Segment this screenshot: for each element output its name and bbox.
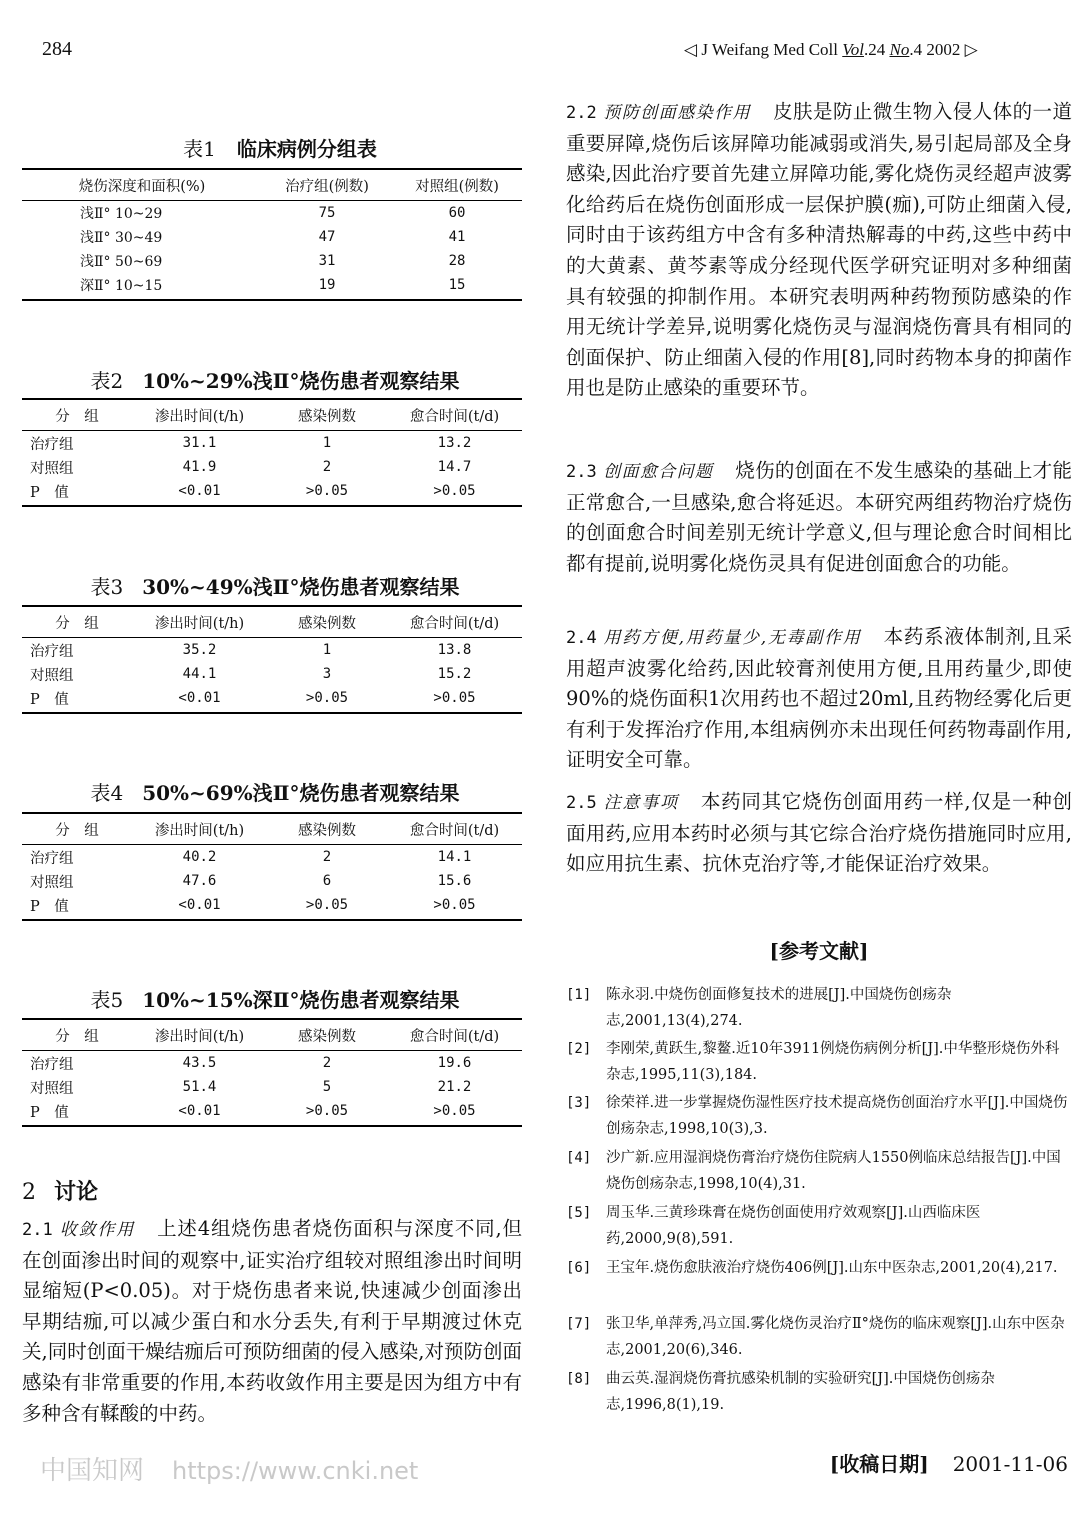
table1-title: 临床病例分组表 <box>236 137 377 161</box>
table4-header-row <box>22 813 522 845</box>
paragraph-2-5 <box>566 787 1072 880</box>
table-cell: 治疗组 <box>30 1056 74 1073</box>
table-row <box>22 273 522 300</box>
paragraph-text: 上述4组烧伤患者烧伤面积与深度不同,但在创面渗出时间的观察中,证实治疗组较对照组渗出时间明显缩短(P<0.05)。对于烧伤患者来说,快速减少创面渗出早期结痂,可以减少蛋白和水分丢失,有利于早期渡过休克关,同时创面干燥结痂后可预防细菌的侵入感染,对预防创面感染有非常重要的作用,本药收敛作用主要是因为组方中有多种含有鞣酸的中药。 <box>22 1217 522 1425</box>
table-cell: 对照组 <box>30 460 74 477</box>
table1-header-row <box>22 169 522 201</box>
table1-header: 烧伤深度和面积(%) <box>22 169 262 201</box>
table-cell: >0.05 <box>387 686 522 713</box>
table-cell: 浅Ⅱ° 10~29 <box>80 206 163 222</box>
reference-item <box>566 982 1072 1034</box>
reference-item <box>566 1311 1072 1363</box>
table1 <box>22 168 522 301</box>
subsection-heading: 预防创面感染作用 <box>603 103 752 123</box>
table3 <box>22 605 522 714</box>
received-date: 2001-11-06 <box>952 1452 1068 1476</box>
table-row <box>22 479 522 506</box>
table-cell: 47 <box>318 229 336 245</box>
table-cell: 21.2 <box>437 1079 472 1095</box>
table-cell: 40.2 <box>182 849 217 865</box>
table-cell: 2 <box>322 1055 332 1071</box>
issue-label: No <box>889 40 910 59</box>
reference-item <box>566 1145 1072 1197</box>
table-row <box>22 662 522 686</box>
section-title: 讨论 <box>54 1179 99 1205</box>
table-cell: 60 <box>448 205 466 221</box>
table-cell: 44.1 <box>182 666 217 682</box>
table-header: 分 组 <box>22 813 132 845</box>
year: 2002 ▷ <box>926 40 978 59</box>
reference-text: 徐荣祥.进一步掌握烧伤湿性医疗技术提高烧伤创面治疗水平[J].中国烧伤创疡杂志,1998,10(3),3. <box>606 1095 1068 1137</box>
reference-text: 张卫华,单萍秀,冯立国.雾化烧伤灵治疗Ⅱ°烧伤的临床观察[J].山东中医杂志,2001,20(6),346. <box>606 1316 1065 1358</box>
reference-item <box>566 1255 1072 1281</box>
table-cell: 15.6 <box>437 873 472 889</box>
table-row <box>22 225 522 249</box>
table2-number: 表2 <box>90 369 124 393</box>
table-cell: 19.6 <box>437 1055 472 1071</box>
subsection-number: 2.2 <box>566 103 597 123</box>
table-cell: <0.01 <box>132 893 267 920</box>
table5-title: 10%~15%深Ⅱ°烧伤患者观察结果 <box>142 988 460 1012</box>
received-date-line <box>830 1448 1068 1477</box>
running-header <box>684 40 978 60</box>
table-cell: 3 <box>322 666 332 682</box>
table2-caption <box>30 365 520 394</box>
table4-caption <box>30 777 520 806</box>
volume: .24 <box>863 40 886 59</box>
table-cell: 浅Ⅱ° 50~69 <box>80 254 163 270</box>
table-header: 愈合时间(t/d) <box>387 1019 522 1051</box>
table1-header: 治疗组(例数) <box>262 169 392 201</box>
paragraph-text: 皮肤是防止微生物入侵人体的一道重要屏障,烧伤后该屏障功能减弱或消失,易引起局部及全身感染,因此治疗要首先建立屏障功能,雾化烧伤灵经超声波雾化给药后在烧伤创面形成一层保护膜(痂),可防止细菌入侵,同时由于该药组方中含有多种清热解毒的中药,这些中药中的大黄素、黄芩素等成分经现代医学研究证明对多种细菌具有较强的抑制作用。本研究表明两种药物预防感染的作用无统计学差异,说明雾化烧伤灵与湿润烧伤膏具有相同的创面保护、防止细菌入侵的作用[8],同时药物本身的抑菌作用也是防止感染的重要环节。 <box>566 100 1073 400</box>
received-label: [收稿日期] <box>829 1452 929 1476</box>
page-number: 284 <box>42 38 72 60</box>
paragraph-2-1 <box>22 1214 522 1484</box>
table5-caption <box>30 984 520 1013</box>
table2-header-row <box>22 399 522 431</box>
reference-number: [2] <box>566 1041 592 1057</box>
table-cell: 5 <box>322 1079 332 1095</box>
table-header: 渗出时间(t/h) <box>132 1019 267 1051</box>
table2 <box>22 398 522 507</box>
table-cell: 31.1 <box>182 435 217 451</box>
table-cell: >0.05 <box>267 686 387 713</box>
paragraph-2-2 <box>566 97 1072 404</box>
table-cell: P 值 <box>22 686 132 713</box>
table-cell: 治疗组 <box>30 436 74 453</box>
table-header: 分 组 <box>22 606 132 638</box>
reference-number: [5] <box>566 1205 592 1221</box>
section-number: 2 <box>22 1180 36 1205</box>
reference-text: 周玉华.三黄珍珠膏在烧伤创面使用疗效观察[J].山西临床医药,2000,9(8),591. <box>606 1205 981 1247</box>
reference-text: 沙广新.应用湿润烧伤膏治疗烧伤住院病人1550例临床总结报告[J].中国烧伤创疡杂志,1998,10(4),31. <box>606 1150 1061 1192</box>
table3-number: 表3 <box>90 575 124 599</box>
table-header: 分 组 <box>22 1019 132 1051</box>
table-cell: >0.05 <box>387 479 522 506</box>
subsection-heading: 创面愈合问题 <box>603 462 714 482</box>
paragraph-2-3 <box>566 456 1072 579</box>
watermark-brand: 中国知网 <box>40 1456 145 1486</box>
table5-number: 表5 <box>90 988 124 1012</box>
watermark <box>40 1450 418 1487</box>
table-cell: P 值 <box>22 1099 132 1126</box>
table4 <box>22 812 522 921</box>
table-row <box>22 455 522 479</box>
table4-title: 50%~69%浅Ⅱ°烧伤患者观察结果 <box>142 781 460 805</box>
table-cell: 6 <box>322 873 332 889</box>
table-header: 愈合时间(t/d) <box>387 606 522 638</box>
table-header: 渗出时间(t/h) <box>132 399 267 431</box>
subsection-heading: 收敛作用 <box>59 1220 136 1240</box>
table-row <box>22 1099 522 1126</box>
table-cell: 35.2 <box>182 642 217 658</box>
table-row <box>22 431 522 456</box>
table-cell: 19 <box>262 273 392 300</box>
reference-number: [7] <box>566 1316 592 1332</box>
table-cell: 41.9 <box>182 459 217 475</box>
table5-header-row <box>22 1019 522 1051</box>
table-header: 渗出时间(t/h) <box>132 606 267 638</box>
table-cell: 28 <box>448 253 466 269</box>
volume-label: Vol <box>842 40 864 59</box>
subsection-heading: 用药方便,用药量少,无毒副作用 <box>603 628 862 648</box>
table-cell: 15 <box>392 273 522 300</box>
table-cell: 41 <box>448 229 466 245</box>
table-header: 分 组 <box>22 399 132 431</box>
subsection-number: 2.1 <box>22 1220 53 1240</box>
paragraph-2-4 <box>566 622 1072 776</box>
reference-number: [3] <box>566 1095 592 1111</box>
table-cell: 治疗组 <box>30 643 74 660</box>
table1-caption <box>40 133 520 162</box>
table-header: 感染例数 <box>267 399 387 431</box>
subsection-number: 2.3 <box>566 462 597 482</box>
reference-item <box>566 1090 1072 1142</box>
table-cell: <0.01 <box>132 479 267 506</box>
reference-text: 陈永羽.中烧伤创面修复技术的进展[J].中国烧伤创疡杂志,2001,13(4),274. <box>606 987 952 1029</box>
table-row <box>22 893 522 920</box>
table-cell: 47.6 <box>182 873 217 889</box>
subsection-number: 2.4 <box>566 628 597 648</box>
table1-header: 对照组(例数) <box>392 169 522 201</box>
references-title: [参考文献] <box>769 939 869 963</box>
reference-item <box>566 1366 1072 1418</box>
table3-title: 30%~49%浅Ⅱ°烧伤患者观察结果 <box>142 575 460 599</box>
table-cell: 15.2 <box>437 666 472 682</box>
table-row <box>22 201 522 226</box>
table-cell: >0.05 <box>387 1099 522 1126</box>
table-cell: >0.05 <box>267 479 387 506</box>
table4-number: 表4 <box>90 781 124 805</box>
table-cell: >0.05 <box>387 893 522 920</box>
table-cell: 75 <box>318 205 336 221</box>
paragraph-text: 本药系液体制剂,且采用超声波雾化给药,因此较膏剂使用方便,且用药量少,即使90%的烧伤面积1次用药也不超过20ml,且药物经雾化后更有利于发挥治疗作用,本组病例亦未出现任何药物毒副作用,证明安全可靠。 <box>566 625 1073 772</box>
table-cell: 2 <box>322 459 332 475</box>
table-cell: 43.5 <box>182 1055 217 1071</box>
table-row <box>22 1051 522 1076</box>
table3-header-row <box>22 606 522 638</box>
paragraph-text: 烧伤的创面在不发生感染的基础上才能正常愈合,一旦感染,愈合将延迟。本研究两组药物治疗烧伤的创面愈合时间差别无统计学意义,但与理论愈合时间相比都有提前,说明雾化烧伤灵具有促进创面愈合的功能。 <box>566 459 1072 575</box>
paragraph-text: 本药同其它烧伤创面用药一样,仅是一种创面用药,应用本药时必须与其它综合治疗烧伤措施同时应用,如应用抗生素、抗休克治疗等,才能保证治疗效果。 <box>566 790 1073 876</box>
table-cell: 浅Ⅱ° 30~49 <box>80 230 163 246</box>
table-cell: 对照组 <box>30 667 74 684</box>
watermark-url: https://www.cnki.net <box>172 1457 419 1485</box>
table-cell: 31 <box>318 253 336 269</box>
table-cell: <0.01 <box>132 686 267 713</box>
table-cell: 2 <box>322 849 332 865</box>
table-header: 感染例数 <box>267 1019 387 1051</box>
table-header: 渗出时间(t/h) <box>132 813 267 845</box>
table-header: 愈合时间(t/d) <box>387 399 522 431</box>
table-cell: P 值 <box>22 479 132 506</box>
subsection-heading: 注意事项 <box>603 793 679 813</box>
table-row <box>22 638 522 663</box>
table-header: 感染例数 <box>267 606 387 638</box>
reference-item <box>566 1036 1072 1088</box>
table-row <box>22 869 522 893</box>
issue: .4 <box>909 40 923 59</box>
table-row <box>22 1075 522 1099</box>
table-cell: >0.05 <box>267 1099 387 1126</box>
table-header: 感染例数 <box>267 813 387 845</box>
reference-item <box>566 1200 1072 1252</box>
table-cell: <0.01 <box>132 1099 267 1126</box>
table-cell: >0.05 <box>267 893 387 920</box>
table-cell: 对照组 <box>30 1080 74 1097</box>
table-cell: 对照组 <box>30 874 74 891</box>
table-cell: 13.8 <box>437 642 472 658</box>
reference-text: 李刚荣,黄跃生,黎鳌.近10年3911例烧伤病例分析[J].中华整形烧伤外科杂志,1995,11(3),184. <box>606 1041 1060 1083</box>
table5 <box>22 1018 522 1127</box>
table-cell: 1 <box>322 642 332 658</box>
reference-number: [1] <box>566 987 592 1003</box>
table1-number: 表1 <box>183 137 216 161</box>
table-row <box>22 845 522 870</box>
table-row <box>22 686 522 713</box>
reference-number: [6] <box>566 1260 592 1276</box>
reference-number: [8] <box>566 1371 592 1387</box>
table2-title: 10%~29%浅Ⅱ°烧伤患者观察结果 <box>142 369 460 393</box>
table-cell: 51.4 <box>182 1079 217 1095</box>
reference-text: 王宝年.烧伤愈肤液治疗烧伤406例[J].山东中医杂志,2001,20(4),217. <box>606 1260 1058 1276</box>
table-cell: 治疗组 <box>30 850 74 867</box>
reference-text: 曲云英.湿润烧伤膏抗感染机制的实验研究[J].中国烧伤创疡杂志,1996,8(1),19. <box>606 1371 995 1413</box>
section-heading <box>22 1175 98 1206</box>
table3-caption <box>30 571 520 600</box>
table-cell: P 值 <box>22 893 132 920</box>
table-cell: 13.2 <box>437 435 472 451</box>
table-row <box>22 249 522 273</box>
table-cell: 14.7 <box>437 459 472 475</box>
journal-name: ◁ J Weifang Med Coll <box>684 40 838 59</box>
table-cell: 1 <box>322 435 332 451</box>
reference-number: [4] <box>566 1150 592 1166</box>
subsection-number: 2.5 <box>566 793 597 813</box>
table-cell: 深Ⅱ° 10~15 <box>22 273 262 300</box>
table-header: 愈合时间(t/d) <box>387 813 522 845</box>
table-cell: 14.1 <box>437 849 472 865</box>
